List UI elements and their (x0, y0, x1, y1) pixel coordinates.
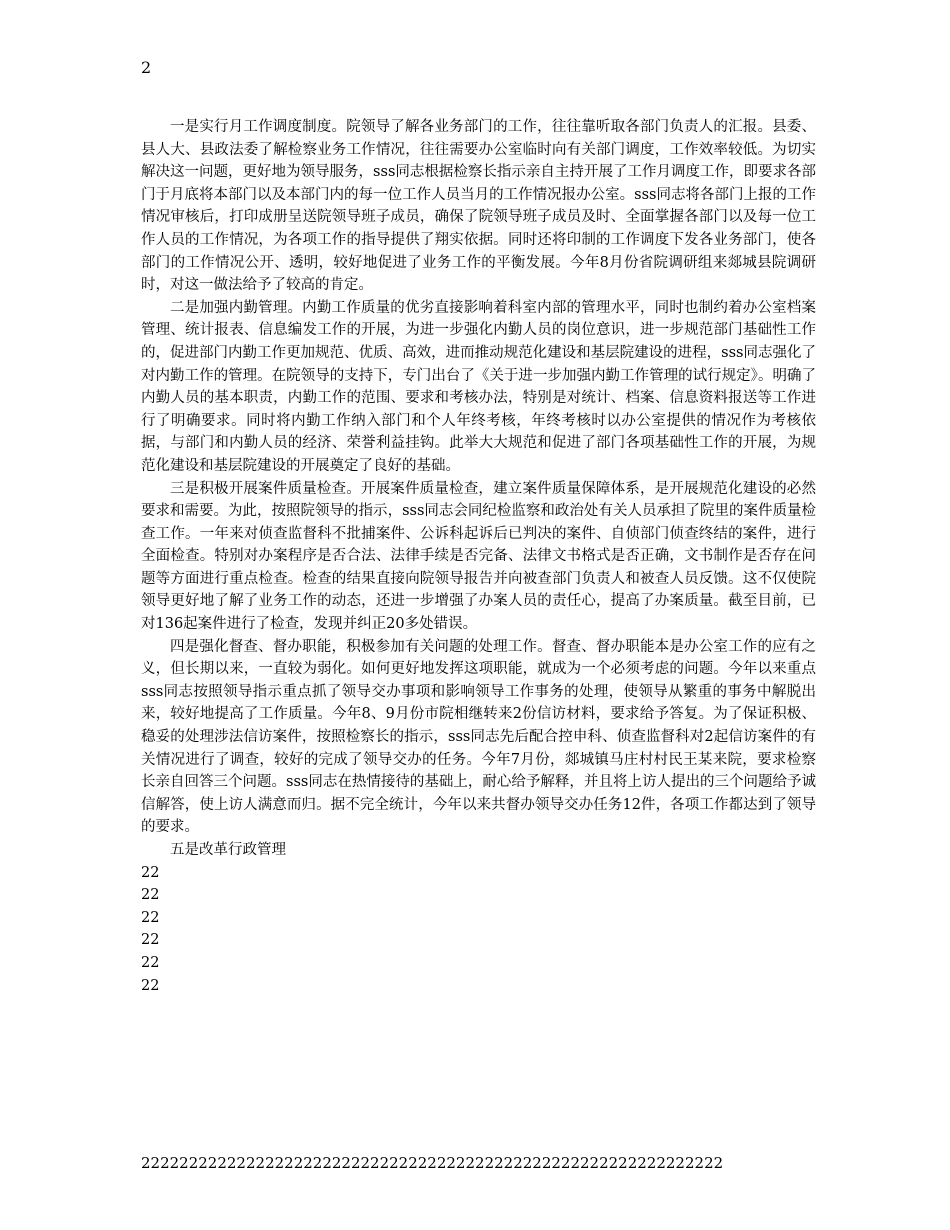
footer-line: 2222222222222222222222222222222222222222222222222222222222222 (141, 1154, 724, 1172)
short-line: 22 (141, 864, 160, 881)
short-line: 22 (141, 977, 160, 994)
paragraph-case-quality-check: 三是积极开展案件质量检查。开展案件质量检查，建立案件质量保障体系，是开展规范化建设的必然要求和需要。为此，按照院领导的指示，sss同志会同纪检监察和政治处有关人员承担了院里的案件质量检查工作。一年来对侦查监督科不批捕案件、公诉科起诉后已判决的案件、自侦部门侦查终结的案件，进行全面检查。特别对办案程序是否合法、法律手续是否完备、法律文书格式是否正确，文书制作是否存在问题等方面进行重点检查。检查的结果直接向院领导报告并向被查部门负责人和被查人员反馈。这不仅使院领导更好地了解了业务工作的动态，还进一步增强了办案人员的责任心，提高了办案质量。截至目前，已对136起案件进行了检查，发现并纠正20多处错误。 (141, 480, 816, 633)
short-line: 22 (141, 932, 160, 949)
short-lines-list (141, 862, 816, 998)
short-line: 22 (141, 954, 160, 971)
short-line: 22 (141, 909, 160, 926)
short-line: 22 (141, 887, 160, 904)
paragraph-admin-reform-heading: 五是改革行政管理 (170, 842, 286, 858)
paragraph-monthly-scheduling: 一是实行月工作调度制度。院领导了解各业务部门的工作，往往靠听取各部门负责人的汇报。县委、县人大、县政法委了解检察业务工作情况，往往需要办公室临时向有关部门调度，工作效率较低。为切实解决这一问题，更好地为领导服务，sss同志根据检察长指示亲自主持开展了工作月调度工作，即要求各部门于月底将本部门以及本部门内的每一位工作人员当月的工作情况报办公室。sss同志将各部门上报的工作情况审核后，打印成册呈送院领导班子成员，确保了院领导班子成员及时、全面掌握各部门以及每一位工作人员的工作情况，为各项工作的指导提供了翔实依据。同时还将印制的工作调度下发各业务部门，使各部门的工作情况公开、透明，较好地促进了业务工作的平衡发展。今年8月份省院调研组来郯城县院调研时，对这一做法给予了较高的肯定。 (141, 119, 816, 294)
paragraph-internal-management: 二是加强内勤管理。内勤工作质量的优劣直接影响着科室内部的管理水平，同时也制约着办公室档案管理、统计报表、信息编发工作的开展，为进一步强化内勤人员的岗位意识，进一步规范部门基础性工作的，促进部门内勤工作更加规范、优质、高效，进而推动规范化建设和基层院建设的进程，sss同志强化了对内勤工作的管理。在院领导的支持下，专门出台了《关于进一步加强内勤工作管理的试行规定》。明确了内勤人员的基本职责，内勤工作的范围、要求和考核办法，特别是对统计、档案、信息资料报送等工作进行了明确要求。同时将内勤工作纳入部门和个人年终考核，年终考核时以办公室提供的情况作为考核依据，与部门和内勤人员的经济、荣誉利益挂钩。此举大大规范和促进了部门各项基础性工作的开展，为规范化建设和基层院建设的开展奠定了良好的基础。 (141, 299, 816, 474)
paragraph-supervision: 四是强化督查、督办职能，积极参加有关问题的处理工作。督查、督办职能本是办公室工作的应有之义，但长期以来，一直较为弱化。如何更好地发挥这项职能，就成为一个必须考虑的问题。今年以来重点sss同志按照领导指示重点抓了领导交办事项和影响领导工作事务的处理，使领导从繁重的事务中解脱出来，较好地提高了工作质量。今年8、9月份市院相继转来2份信访材料，要求给予答复。为了保证积极、稳妥的处理涉法信访案件，按照检察长的指示，sss同志先后配合控申科、侦查监督科对2起信访案件的有关情况进行了调查，较好的完成了领导交办的任务。今年7月份，郯城镇马庄村村民王某来院，要求检察长亲自回答三个问题。sss同志在热情接待的基础上，耐心给予解释，并且将上访人提出的三个问题给予诚信解答，使上访人满意而归。据不完全统计，今年以来共督办领导交办任务12件，各项工作都达到了领导的要求。 (141, 638, 816, 836)
page-number: 2 (141, 58, 152, 77)
document-body (141, 116, 816, 997)
